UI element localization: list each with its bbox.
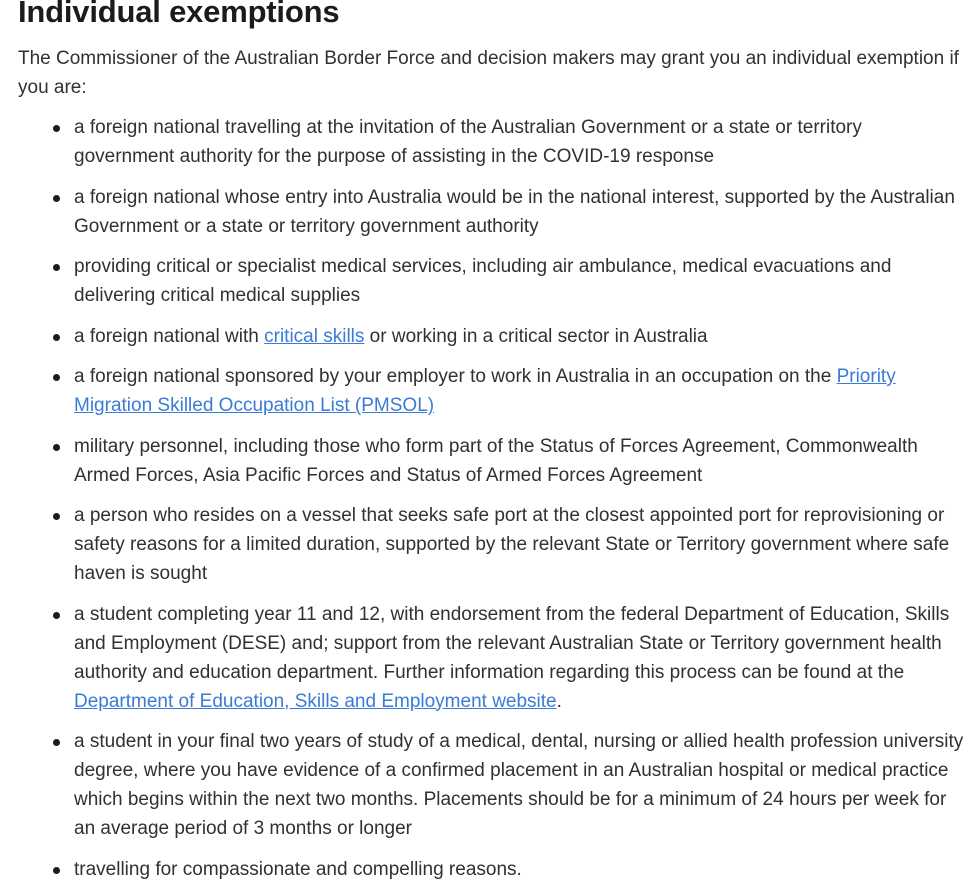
dese-website-link[interactable]: Department of Education, Skills and Employment website <box>74 690 557 712</box>
list-item-text: a foreign national sponsored by your employer to work in Australia in an occupation on the <box>74 366 837 387</box>
exemptions-list <box>0 113 974 881</box>
list-item-text: a student in your final two years of study of a medical, dental, nursing or allied health profession university degree, where you have evidence of a confirmed placement in an Australian hospital or medical practice which begins within the next two months. Placements should be for a minimum of 24 hours per week for an average period of 3 months or longer <box>74 731 964 839</box>
list-item <box>0 113 974 171</box>
list-item-text: providing critical or specialist medical services, including air ambulance, medical evacuations and delivering critical medical supplies <box>74 256 892 306</box>
list-item-text: a student completing year 11 and 12, with endorsement from the federal Department of Education, Skills and Employment (DESE) and; support from the relevant Australian State or Territory government health authority and education department. Further information regarding this process can be found at the <box>74 603 950 683</box>
critical-skills-link[interactable]: critical skills <box>264 325 365 347</box>
list-item-text: military personnel, including those who form part of the Status of Forces Agreement, Commonwealth Armed Forces, Asia Pacific Forces and Status of Armed Forces Agreement <box>74 435 918 486</box>
list-item-text: or working in a critical sector in Australia <box>364 325 708 347</box>
list-item-text: a person who resides on a vessel that seeks safe port at the closest appointed port for reprovisioning or safety reasons for a limited duration, supported by the relevant State or Territory government where safe haven is sought <box>74 505 950 584</box>
page-title: Individual exemptions <box>18 0 340 29</box>
list-item-text: a foreign national travelling at the invitation of the Australian Government or a state or territory government authority for the purpose of assisting in the COVID-19 response <box>74 117 862 167</box>
list-item <box>0 727 974 843</box>
intro-paragraph: The Commissioner of the Australian Border Force and decision makers may grant you an individual exemption if you are: <box>18 48 959 98</box>
list-item <box>0 432 974 490</box>
list-item <box>0 600 974 716</box>
list-item-text: a foreign national whose entry into Australia would be in the national interest, supported by the Australian Government or a state or territory government authority <box>74 186 955 237</box>
list-item-text: a foreign national with <box>74 325 265 347</box>
list-item <box>0 322 974 351</box>
list-item <box>0 252 974 310</box>
list-item-text: travelling for compassionate and compelling reasons. <box>74 858 522 880</box>
pmsol-link[interactable]: Priority Migration Skilled Occupation List (PMSOL) <box>74 366 896 416</box>
list-item <box>0 855 974 881</box>
list-item-text: . <box>556 690 562 712</box>
list-item <box>0 501 974 588</box>
list-item <box>0 183 974 241</box>
list-item <box>0 362 974 420</box>
